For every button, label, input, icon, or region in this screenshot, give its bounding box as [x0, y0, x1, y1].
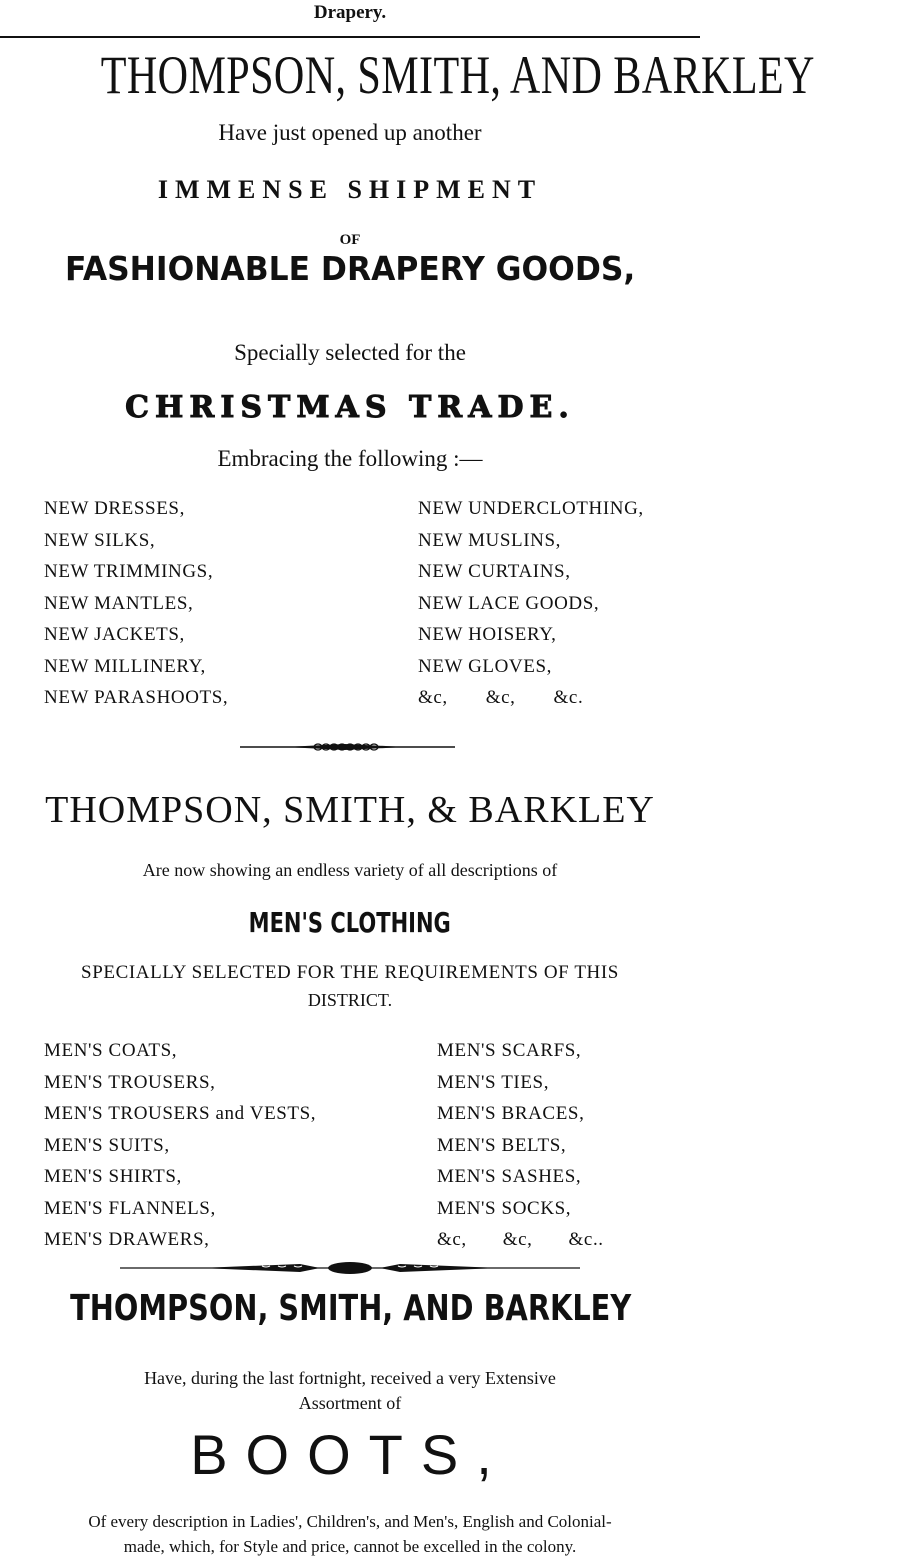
ad2-district: DISTRICT.: [307, 990, 393, 1010]
ad1-embracing: Embracing the following :—: [217, 446, 483, 471]
list-item: NEW TRIMMINGS,: [44, 561, 214, 582]
etc-mark: &c,: [502, 1229, 533, 1250]
ad2-left-list: [44, 1035, 316, 1256]
list-item: MEN'S DRAWERS,: [44, 1229, 210, 1250]
list-item: MEN'S TROUSERS and VESTS,: [44, 1103, 317, 1124]
list-item: MEN'S BELTS,: [437, 1134, 567, 1156]
list-item: NEW MILLINERY,: [44, 655, 206, 677]
ad1-firm-name: THOMPSON, SMITH, AND BARKLEY: [100, 45, 815, 105]
list-item: NEW DRESSES,: [44, 498, 185, 519]
ad2-right-list: [437, 1035, 604, 1256]
ad2-firm-name: THOMPSON, SMITH, & BARKLEY: [45, 789, 655, 831]
ad1-right-list: [418, 493, 644, 714]
ad2-specially: SPECIALLY SELECTED FOR THE REQUIREMENTS OF THIS: [81, 962, 619, 983]
ornamental-divider: [0, 1253, 700, 1283]
list-item: MEN'S SCARFS,: [437, 1040, 582, 1061]
list-item: NEW SILKS,: [44, 529, 156, 551]
ad3-assortment: Assortment of: [298, 1393, 402, 1413]
list-item: MEN'S SASHES,: [437, 1166, 582, 1187]
list-item: MEN'S FLANNELS,: [44, 1197, 216, 1219]
list-item: MEN'S BRACES,: [437, 1103, 585, 1124]
ad1-intro: Have just opened up another: [218, 120, 482, 145]
section-heading: Drapery.: [313, 2, 387, 23]
ad3-description-1: Of every description in Ladies', Children's, and Men's, English and Colonial-: [88, 1512, 612, 1531]
list-item: NEW LACE GOODS,: [418, 592, 600, 614]
top-rule: [0, 36, 700, 38]
list-item: MEN'S SUITS,: [44, 1134, 170, 1156]
etc-row: [418, 682, 644, 714]
etc-mark: &c,: [437, 1229, 467, 1250]
list-item: NEW JACKETS,: [44, 624, 185, 645]
list-item: MEN'S TROUSERS,: [44, 1071, 216, 1093]
etc-mark: &c,: [485, 687, 516, 708]
ad3-intro: Have, during the last fortnight, received a very Extensive: [144, 1368, 556, 1388]
ad1-selected: Specially selected for the: [234, 340, 466, 365]
ad2-mens-clothing: MEN'S CLOTHING: [248, 906, 452, 939]
ad1-left-list: [44, 493, 228, 714]
ad2-intro: Are now showing an endless variety of all descriptions of: [142, 860, 558, 880]
list-item: NEW UNDERCLOTHING,: [418, 498, 644, 519]
ad3-boots: BOOTS,: [190, 1423, 510, 1486]
list-item: MEN'S SOCKS,: [437, 1197, 572, 1219]
ad1-goods: FASHIONABLE DRAPERY GOODS,: [64, 249, 636, 288]
list-item: NEW GLOVES,: [418, 655, 552, 677]
ad3-firm-name: THOMPSON, SMITH, AND BARKLEY: [70, 1288, 632, 1329]
ornamental-divider: [0, 732, 700, 762]
list-item: NEW PARASHOOTS,: [44, 687, 229, 708]
etc-mark: &c..: [568, 1229, 604, 1250]
list-item: MEN'S COATS,: [44, 1040, 178, 1061]
list-item: NEW HOISERY,: [418, 624, 557, 645]
list-item: MEN'S SHIRTS,: [44, 1166, 182, 1187]
ad1-christmas-trade: CHRISTMAS TRADE.: [125, 390, 575, 425]
list-item: MEN'S TIES,: [437, 1071, 550, 1093]
list-item: NEW CURTAINS,: [418, 561, 571, 582]
list-item: NEW MUSLINS,: [418, 529, 562, 551]
ad1-shipment: IMMENSE SHIPMENT: [157, 175, 543, 204]
etc-mark: &c,: [418, 687, 448, 708]
list-item: NEW MANTLES,: [44, 592, 194, 614]
etc-row: [437, 1224, 604, 1256]
etc-mark: &c.: [553, 687, 584, 708]
ad3-description-2: made, which, for Style and price, cannot be excelled in the colony.: [123, 1537, 577, 1556]
ad1-of: OF: [339, 232, 361, 248]
